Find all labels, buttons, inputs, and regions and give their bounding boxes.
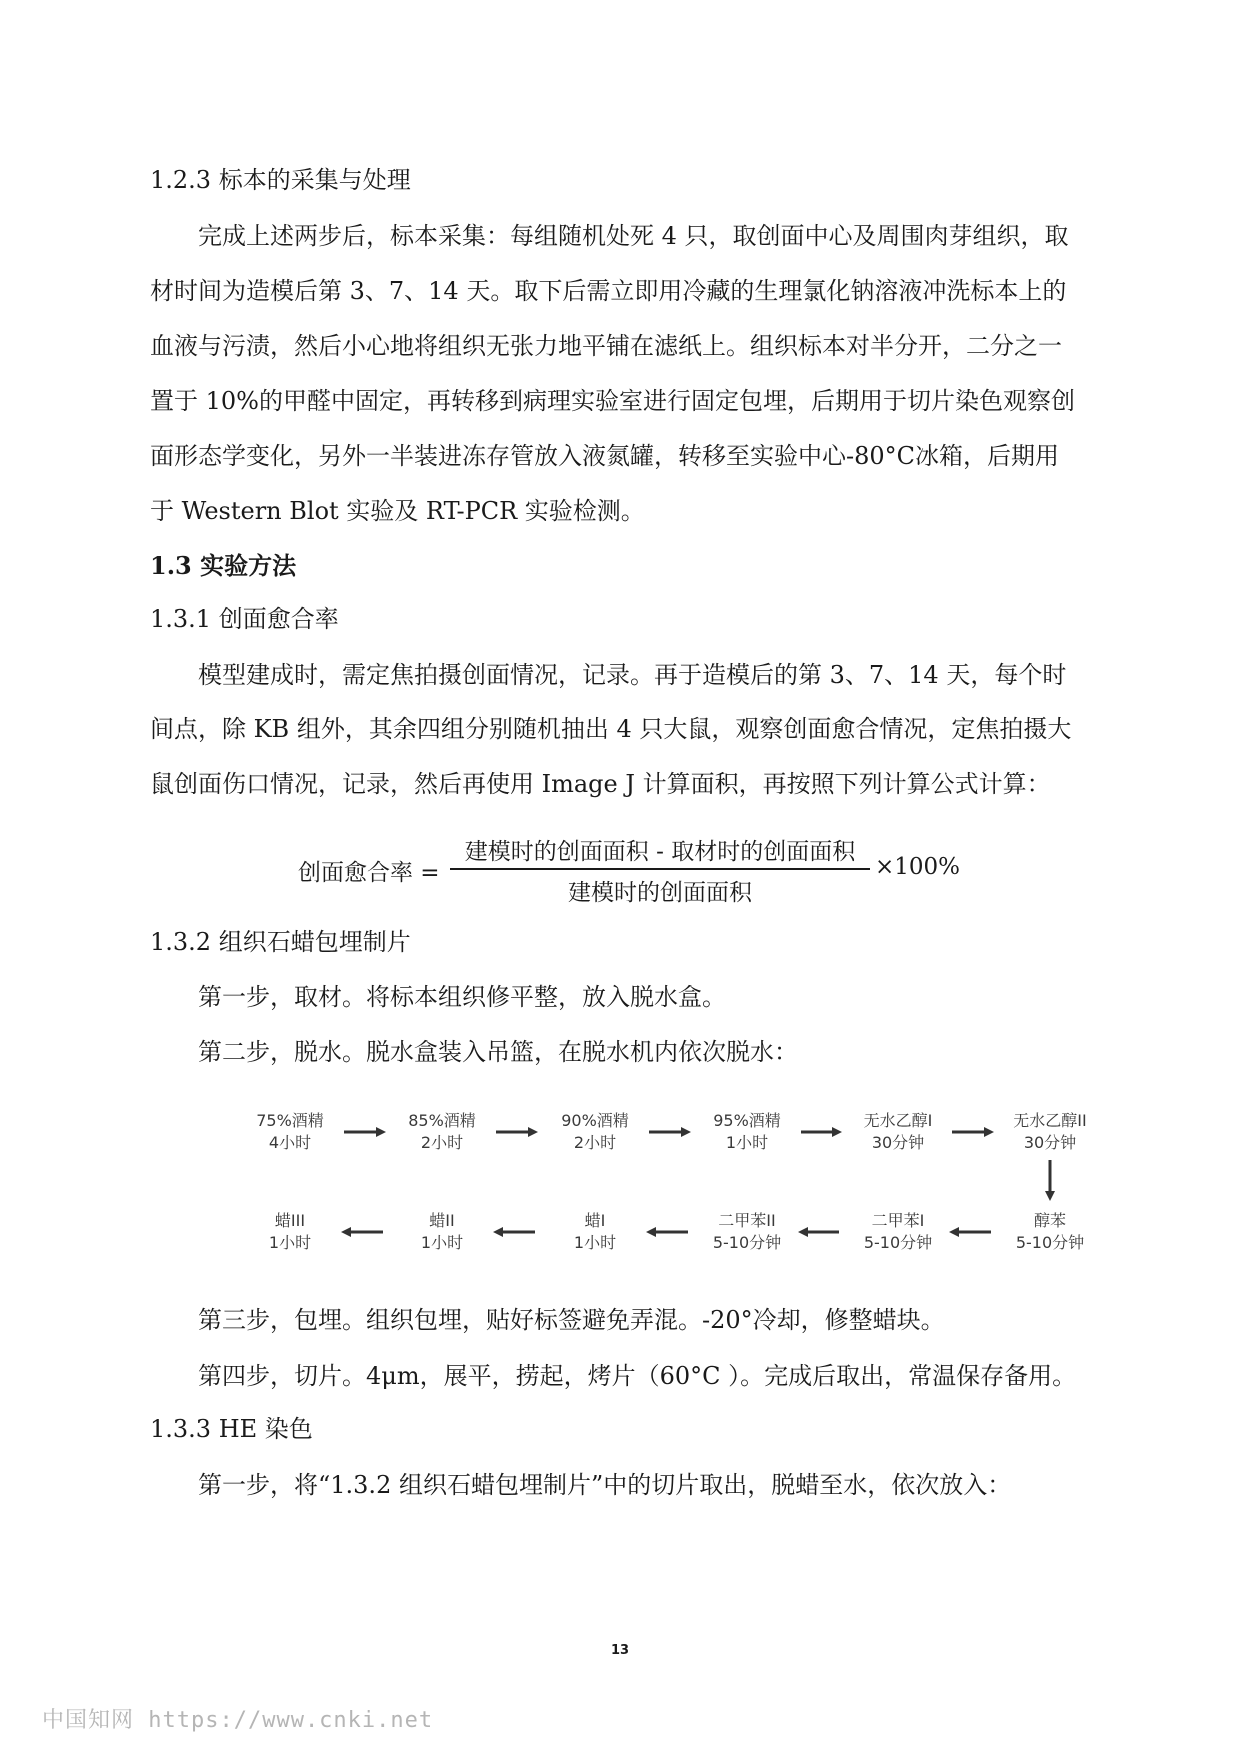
step-line: 第一步，将“1.3.2 组织石蜡包埋制片”中的切片取出，脱蜡至水，依次放入： (198, 1471, 1012, 1499)
node-time: 1小时 (725, 1133, 769, 1152)
node-time: 5-10分钟 (863, 1233, 933, 1252)
section-heading-1-3: 1.3 实验方法 (150, 551, 297, 580)
node-label: 二甲苯II (718, 1211, 776, 1230)
paragraph-line: 完成上述两步后，标本采集：每组随机处死 4 只，取创面中心及周围肉芽组织，取 (198, 222, 1069, 250)
node-time: 30分钟 (1023, 1133, 1077, 1152)
node-label: 蜡II (429, 1211, 455, 1230)
node-time: 30分钟 (871, 1133, 925, 1152)
formula-denominator: 建模时的创面面积 (568, 880, 752, 906)
section-heading-1-3-2: 1.3.2 组织石蜡包埋制片 (150, 928, 411, 956)
node-time: 1小时 (268, 1233, 312, 1252)
node-time: 1小时 (420, 1233, 464, 1252)
node-time: 5-10分钟 (1015, 1233, 1085, 1252)
paragraph-line: 置于 10%的甲醛中固定，再转移到病理实验室进行固定包埋，后期用于切片染色观察创 (150, 387, 1075, 415)
node-label: 75%酒精 (256, 1111, 324, 1130)
node-label: 蜡III (274, 1211, 306, 1230)
fraction-bar (450, 868, 870, 870)
node-label: 85%酒精 (408, 1111, 476, 1130)
step-line: 第四步，切片。4μm，展平，捞起，烤片（60°C ）。完成后取出，常温保存备用。 (198, 1362, 1077, 1390)
step-line: 第三步，包埋。组织包埋，贴好标签避免弄混。-20°冷却，修整蜡块。 (198, 1306, 945, 1334)
cnki-watermark: 中国知网 https://www.cnki.net (42, 1708, 434, 1733)
node-time: 2小时 (573, 1133, 617, 1152)
node-label: 无水乙醇II (1013, 1111, 1087, 1130)
paragraph-line: 材时间为造模后第 3、7、14 天。取下后需立即用冷藏的生理氯化钠溶液冲洗标本上的 (150, 277, 1067, 305)
node-time: 1小时 (573, 1233, 617, 1252)
node-label: 无水乙醇I (863, 1111, 933, 1130)
node-label: 95%酒精 (713, 1111, 781, 1130)
node-time: 4小时 (268, 1133, 312, 1152)
node-time: 5-10分钟 (712, 1233, 782, 1252)
node-label: 二甲苯I (871, 1211, 925, 1230)
formula-rhs: ×100% (875, 854, 961, 880)
paragraph-line: 面形态学变化，另外一半装进冻存管放入液氮罐，转移至实验中心-80°C冰箱，后期用 (150, 442, 1060, 470)
node-label: 蜡I (584, 1211, 606, 1230)
formula-lhs: 创面愈合率 = (298, 860, 440, 886)
paragraph-line: 间点，除 KB 组外，其余四组分别随机抽出 4 只大鼠，观察创面愈合情况，定焦拍摄大 (150, 715, 1072, 743)
node-label: 90%酒精 (561, 1111, 629, 1130)
step-line: 第二步，脱水。脱水盒装入吊篮，在脱水机内依次脱水： (198, 1038, 798, 1066)
node-time: 2小时 (420, 1133, 464, 1152)
dehydration-flow-diagram (240, 1110, 1120, 1270)
paragraph-line: 模型建成时，需定焦拍摄创面情况，记录。再于造模后的第 3、7、14 天，每个时 (198, 661, 1067, 689)
flow-arrows (240, 1110, 1120, 1270)
section-heading-1-3-3: 1.3.3 HE 染色 (150, 1415, 313, 1443)
section-heading-1-3-1: 1.3.1 创面愈合率 (150, 605, 339, 633)
paragraph-line: 于 Western Blot 实验及 RT-PCR 实验检测。 (150, 497, 645, 525)
section-heading-1-2-3: 1.2.3 标本的采集与处理 (150, 166, 411, 194)
paragraph-line: 鼠创面伤口情况，记录，然后再使用 Image J 计算面积，再按照下列计算公式计算： (150, 770, 1051, 798)
page-number: 13 (610, 1643, 630, 1658)
healing-rate-formula (298, 827, 961, 907)
paragraph-line: 血液与污渍，然后小心地将组织无张力地平铺在滤纸上。组织标本对半分开，二分之一 (150, 332, 1062, 360)
node-label: 醇苯 (1033, 1211, 1066, 1230)
formula-numerator: 建模时的创面面积 - 取材时的创面面积 (464, 839, 856, 865)
step-line: 第一步，取材。将标本组织修平整，放入脱水盒。 (198, 983, 726, 1011)
